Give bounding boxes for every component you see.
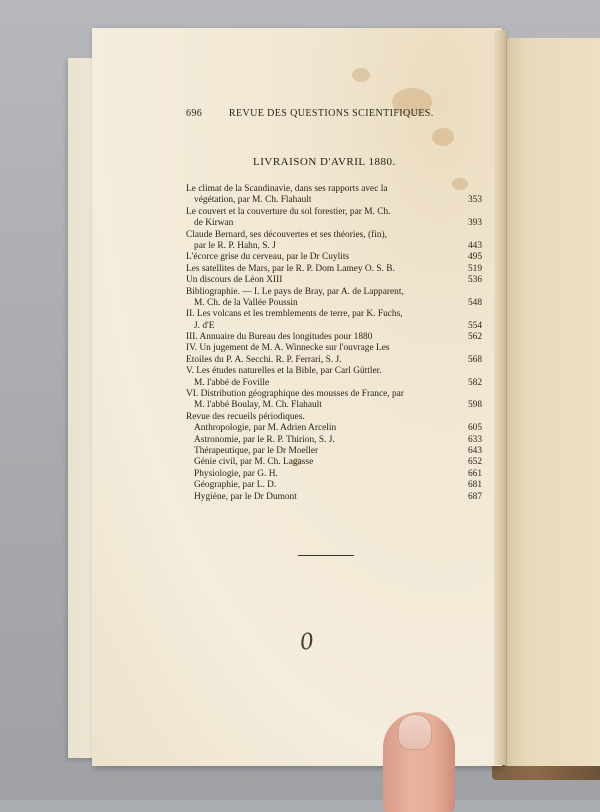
toc-entry-page: 443 [467,240,482,251]
pencil-mark: 0 [298,629,316,656]
toc-entry-text: Étoiles du P. A. Secchi. R. P. Ferrari, S. J. [186,354,342,365]
toc-entry [186,355,482,366]
toc-entry [186,435,482,446]
toc-entry [186,480,482,491]
toc-entry [186,275,482,286]
toc-entry-text: Le climat de la Scandinavie, dans ses rapports avec la [186,184,388,194]
toc-entry-page: 605 [467,423,482,434]
toc-entry-text: Un discours de Léon XIII [186,275,283,286]
toc-entry [186,298,482,309]
running-header [186,108,436,124]
toc-entry-text: III. Annuaire du Bureau des longitudes pour 1880 [186,332,373,343]
toc-entry-page: 393 [467,218,482,229]
issue-title: LIVRAISON D'AVRIL 1880. [253,156,396,168]
toc-entry [186,446,482,457]
toc-entry-page: 643 [467,445,482,456]
toc-entry [186,378,482,389]
toc-entry-page: 633 [467,434,482,445]
toc-entry-text: Astronomie, par le R. P. Thirion, S. J. [194,434,335,445]
divider [298,555,354,556]
toc-entry [186,218,482,229]
toc-entry-text: J. d'E [194,320,215,331]
toc-entry-text: M. Ch. de la Vallée Poussin [194,297,298,308]
toc-entry-text: par le R. P. Hahn, S. J [194,240,276,251]
toc-entry [186,366,482,377]
toc-entry-text: M. l'abbé Boulay, M. Ch. Flahault [194,400,322,411]
facing-page [505,38,600,766]
toc-entry [186,241,482,252]
toc-entry [186,230,482,241]
toc-entry [186,309,482,320]
running-title: REVUE DES QUESTIONS SCIENTIFIQUES. [228,108,434,119]
toc-entry-text: Génie civil, par M. Ch. Lagasse [194,457,314,468]
toc-entry-text: Anthropologie, par M. Adrien Arcelin [194,423,337,434]
toc-entry-text: Le couvert et la couverture du sol forestier, par M. Ch. [186,206,391,217]
toc-entry-text: V. Les études naturelles et la Bible, par Carl Güttler. [186,366,382,377]
page-number: 696 [186,108,203,119]
toc-entry-text: de Kirwan [194,218,234,229]
toc-entry [186,207,482,218]
toc-entry-page: 661 [467,468,482,479]
toc-entry [186,252,482,263]
toc-entry-text: L'écorce grise du cerveau, par le Dr Cuylits [186,252,350,263]
toc-entry [186,332,482,343]
toc-entry [186,195,482,206]
toc-entry-page: 582 [467,377,482,388]
toc-entry-text: Bibliographie. — I. Le pays de Bray, par A. de Lapparent, [186,286,404,297]
toc-entry-text: végétation, par M. Ch. Flahault [194,195,312,206]
toc-entry-page: 687 [467,491,482,502]
page-gutter [494,30,506,765]
toc-entry-page: 548 [467,297,482,308]
toc-entry-page: 554 [467,320,482,331]
toc-entry-text: Hygiène, par le Dr Dumont [194,491,297,502]
toc-entry [186,264,482,275]
table-of-contents [186,184,482,503]
toc-entry [186,321,482,332]
toc-entry-text: Géographie, par L. D. [194,480,277,491]
toc-entry [186,457,482,468]
toc-entry-text: Les satellites de Mars, par le R. P. Dom Lamey O. S. B. [186,263,395,274]
toc-entry-page: 598 [467,400,482,411]
toc-entry-page: 652 [467,457,482,468]
toc-entry-page: 353 [467,195,482,206]
toc-entry-page: 536 [467,275,482,286]
toc-entry [186,343,482,354]
toc-entry-text: Physiologie, par G. H. [194,468,278,479]
toc-entry-page: 568 [467,354,482,365]
toc-entry-text: M. l'abbé de Foville [194,377,270,388]
toc-entry-text: Thérapeutique, par le Dr Moeller [194,445,319,456]
toc-entry-page: 562 [467,332,482,343]
fingernail [398,714,432,750]
toc-entry [186,184,482,195]
toc-entry [186,423,482,434]
toc-entry-text: VI. Distribution géographique des mousses de France, par [186,389,404,400]
toc-entry-page: 495 [467,252,482,263]
toc-entry [186,389,482,400]
toc-entry [186,469,482,480]
toc-entry-text: IV. Un jugement de M. A. Winnecke sur l'ouvrage Les [186,343,390,354]
toc-entry [186,492,482,503]
toc-entry [186,400,482,411]
toc-entry-text: II. Les volcans et les tremblements de terre, par K. Fuchs, [186,309,403,320]
toc-entry-page: 681 [467,480,482,491]
toc-entry-text: Revue des recueils périodiques. [186,411,305,422]
toc-entry [186,412,482,423]
toc-entry [186,287,482,298]
toc-entry-text: Claude Bernard, ses découvertes et ses théories, (fin), [186,229,387,240]
toc-entry-page: 519 [467,263,482,274]
